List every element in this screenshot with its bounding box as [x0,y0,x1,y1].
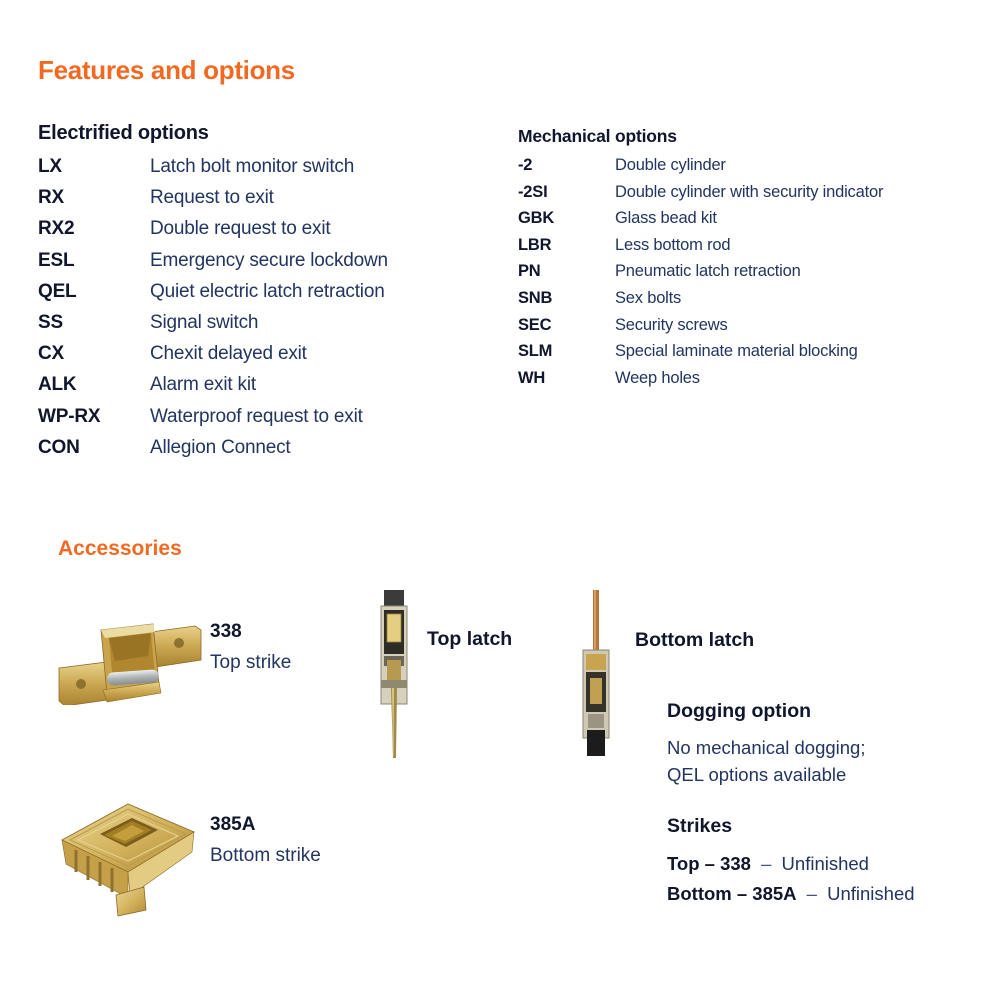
option-description: Allegion Connect [150,436,291,458]
option-code: GBK [518,209,555,228]
option-row [38,250,508,281]
strike-top-separator: – [761,853,772,874]
option-description: Security screws [615,315,728,334]
bottom-strike-photo [56,792,201,920]
top-strike-label: Top strike [210,652,292,673]
option-code: SNB [518,288,553,307]
option-description: Signal switch [150,311,259,333]
option-code: RX2 [38,218,75,240]
option-code: WP-RX [38,405,101,427]
option-description: Special laminate material blocking [615,342,858,361]
strike-spec-bottom [667,879,977,909]
bottom-strike-label: Bottom strike [210,845,321,866]
option-code: PN [518,262,541,281]
bottom-latch-image [576,588,616,765]
top-latch-photo [375,588,415,763]
top-latch-label: Top latch [427,628,513,650]
option-code: RX [38,187,64,209]
option-description: Weep holes [615,368,700,387]
option-code: SEC [518,315,552,334]
bottom-strike-caption [210,814,410,867]
option-row [38,437,508,468]
accessories-heading: Accessories [58,537,182,560]
option-row [38,374,508,405]
electrified-options-heading: Electrified options [38,122,209,144]
strikes-block [667,815,977,908]
electrified-options-list [38,156,508,468]
option-description: Double cylinder with security indicator [615,182,884,201]
mechanical-options-heading: Mechanical options [518,126,677,146]
option-row [38,406,508,437]
option-code: ESL [38,249,75,271]
option-row [38,218,508,249]
option-code: SLM [518,342,553,361]
option-code: CON [38,436,80,458]
strike-bottom-finish: Unfinished [827,882,915,904]
bottom-latch-photo [576,588,616,760]
option-code: LX [38,156,62,177]
electrified-options-section [38,122,508,468]
option-code: WH [518,368,546,387]
option-row [518,183,988,210]
bottom-strike-image [56,792,201,925]
option-code: SS [38,311,63,333]
option-row [38,281,508,312]
option-description: Less bottom rod [615,235,731,254]
option-row [518,316,988,343]
option-description: Waterproof request to exit [150,405,363,427]
top-strike-image [55,610,205,710]
option-description: Sex bolts [615,288,682,307]
option-code: LBR [518,235,552,254]
strike-spec-top [667,849,977,879]
top-strike-code: 338 [210,621,242,642]
option-row [38,312,508,343]
option-description: Chexit delayed exit [150,343,307,365]
option-description: Pneumatic latch retraction [615,262,801,281]
option-description: Quiet electric latch retraction [150,280,385,302]
option-row [518,262,988,289]
option-code: -2 [518,156,533,174]
option-code: QEL [38,280,77,302]
option-row [518,209,988,236]
option-code: ALK [38,374,77,396]
option-row [518,342,988,369]
strike-bottom-separator: – [806,882,817,904]
option-description: Double request to exit [150,218,331,240]
option-code: -2SI [518,182,548,201]
dogging-line-1: No mechanical dogging; [667,737,866,758]
option-description: Glass bead kit [615,209,717,228]
dogging-option-heading: Dogging option [667,700,812,722]
option-description: Emergency secure lockdown [150,249,388,271]
dogging-line-2: QEL options available [667,764,847,785]
option-code: CX [38,343,64,365]
top-strike-photo [55,610,205,705]
bottom-strike-code: 385A [210,814,256,835]
option-row [38,187,508,218]
option-description: Alarm exit kit [150,374,256,396]
option-row [518,289,988,316]
top-latch-image [375,588,415,768]
page-title: Features and options [38,55,295,85]
strike-top-finish: Unfinished [781,853,869,874]
option-description: Double cylinder [615,156,726,174]
option-row [518,369,988,396]
option-description: Request to exit [150,187,274,209]
strike-bottom-code: Bottom – 385A [667,882,797,904]
strike-top-code: Top – 338 [667,853,751,874]
mechanical-options-section [518,126,988,395]
option-row [518,156,988,183]
option-row [38,343,508,374]
option-description: Latch bolt monitor switch [150,156,355,177]
strikes-heading: Strikes [667,815,733,837]
dogging-option-block [667,700,967,788]
bottom-latch-label: Bottom latch [635,629,755,651]
option-row [38,156,508,187]
option-row [518,236,988,263]
mechanical-options-list [518,156,988,395]
